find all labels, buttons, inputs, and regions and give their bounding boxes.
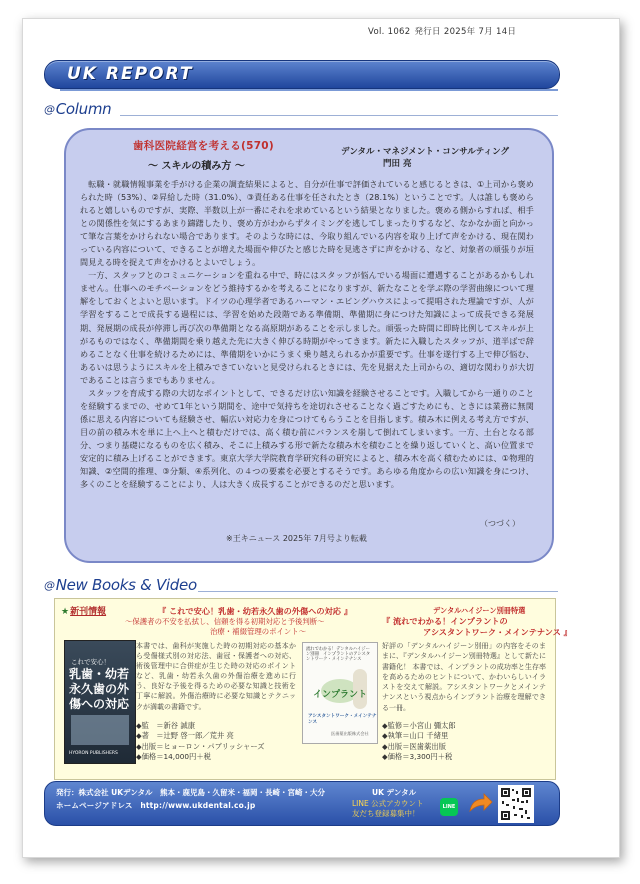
book2-author: ◆監修＝小宮山 彌太郎 [382, 721, 456, 730]
book2-editor: ◆執筆＝山口 千緒里 [382, 731, 449, 741]
book1-subtitle-2: 治療・補綴管理のポイント〜 [210, 627, 307, 636]
column-author-org: デンタル・マネジメント・コンサルティング [341, 147, 509, 157]
column-paragraph: スタッフを育成する際の大切なポイントとして、できるだけ広い知識を経験させることです。入職してから一通りのことを経験するまでの、せめて1年という期間を、途中で気持ちを途切れさせることなく過ごすためにも、ときには業務に無関係に思える内容についても経験させ、幅広い対応力を身につけてもらうことを目指します。積み木に例える考え方ですが、目の前の積み木を単に上へ上へと積むだけでは、高く積む前にバランスを崩して倒れてしまいます。一方、土台となる部分、つまり基礎になるものを広く積み、そこに上積みする形で新たな積み木を積むことを繰り返していくと、高い位置まで安定的に積み上げることができます。東京大学大学院教育学研究科の研究によると、積み木を高く積むためには、①物理的知識、②空間的推理、③分類、④系列化、の４つの要素を必要とするそうです。あらゆる角度からの広い知識を身につけ、多くのことを経験することにより、人は大きく成長することができるのだと思います。 [80, 387, 534, 490]
footer-line-recruit: 友だち登録募集中！ [352, 809, 420, 818]
book1-author: ◆監 ＝新谷 誠康 [136, 721, 196, 730]
book2-price: ◆価格＝3,300円＋税 [382, 751, 453, 761]
column-section-title: Column [55, 100, 112, 118]
column-subtitle: 〜 スキルの積み方 〜 [148, 161, 245, 172]
column-paragraph: 一方、スタッフとのコミュニケーションを重ねる中で、時にはスタッフが悩んでいる場面に遭遇することがあるかもしれません。仕事へのモチベーションをどう維持するかを考えることになりますが、新たなことを学ぶ際の学習曲線について理解をしておくとよいと思います。ドイツの心理学者であるハーマン・エビングハウスによって提唱された理論ですが、人が学習をすることで成長する過程には、学習を始めた段階である準備期、準備期に身につけた知識によって成長できる発展期、発展期の成長が停滞し再び次の準備期となる高原期があることを示しました。頑張った時間に即時比例してスキルが上がるものではなく、準備期間を乗り越えた先に大きく伸びる時期がやってきます。新たに入職したスタッフが、道半ばで辞めることなく仕事を続けるためには、準備期をいかにうまく乗り越えられるかが重要です。仕事を遂行する上で伸び悩む、あるいは思うようにスキルを上積みできていないと見受けられるときには、先を見据えた上司からの、適切な関わりが大切であることは言うまでもありません。 [80, 270, 534, 385]
book1-info [136, 721, 265, 762]
book1-cover-photo [71, 715, 129, 745]
footer-company: 発行：株式会社 UKデンタル 熊本・鹿児島・久留米・福岡・長崎・宮崎・大分 [56, 788, 326, 797]
report-banner [44, 60, 560, 89]
books-section-line [198, 591, 558, 592]
book2-series: デンタルハイジーン別冊特選 [433, 606, 526, 615]
books-section-title: New Books & Video [55, 576, 197, 594]
at-icon: @ [44, 579, 55, 592]
column-continued: （つづく） [480, 519, 520, 528]
new-books-label-text: 新刊情報 [70, 607, 107, 617]
banner-underline [60, 89, 558, 91]
line-icon[interactable]: LINE [440, 798, 458, 816]
column-section-heading [44, 100, 111, 118]
book1-cover [64, 640, 136, 764]
issue-date: 発行日 2025年 7月 14日 [414, 27, 517, 37]
book2-publisher: ◆出版＝医歯薬出版 [382, 741, 446, 751]
book2-description: 好評の「デンタルハイジーン別冊」の内容をそのままに、『デンタルハイジーン別冊特選』として新たに書籍化！ 本書では、インプラントの成功率と生存率を高めるためのヒントについて、かわいらしいイラストを交えて解説。アシスタントワークとメインテナンスという視点からインプラント治療を理解できる一冊。 [382, 642, 546, 712]
book1-subtitle: 〜保護者の不安を払拭し、信頼を得る初期対応と予後判断〜 [125, 617, 325, 626]
issue-info [368, 25, 516, 37]
column-body [80, 178, 534, 491]
book2-title-2: アシスタントワーク・メインテナンス 』 [423, 627, 572, 637]
column-series-title: 歯科医院経営を考える(570) [133, 140, 275, 152]
qr-code-icon[interactable] [498, 785, 534, 823]
vol-number: Vol. 1062 [368, 27, 411, 37]
book1-title: 『 これで安心！乳歯・幼若永久歯の外傷への対応 』 [158, 606, 353, 616]
column-source: ※王キニュース 2025年 7月号より転載 [226, 534, 367, 543]
book2-info [382, 721, 456, 762]
column-section-line [120, 115, 558, 116]
new-books-label [61, 604, 106, 617]
star-icon: ★ [61, 607, 70, 617]
footer-line-title: UK デンタル [372, 788, 417, 797]
column-paragraph: 転職・就職情報事業を手がける企業の調査結果によると、自分が仕事で評価されていると感じるときは、①上司から褒められた時（53%）、②昇給した時（31.0%）、③責任ある仕事を任されたとき（28.1%）ということです。人は誰しも褒められると嬉しいものですが、実際、半数以上が一番にそれを求めているという結果となりました。褒める側からすれば、相手との関係性を気にするあまり躊躇したり、褒め方がわからずタイミングを逃してしまったりするなど、なかなか面と向かって筆な言葉をかけられない場合であります。そのような時には、今取り組んでいる内容を取り上げて声をかける、現在関わっている内容について、できることが増えた場面や伸びたと感じた時を見逃さずに声をかける、など、対象者の頑張りが垣間見える時を捉えて声をかけるとよいでしょう。 [80, 179, 534, 268]
book2-cover-publisher: 医歯薬出版株式会社 [331, 731, 369, 736]
at-icon: @ [44, 103, 55, 116]
book1-cover-title: 乳歯・幼若永久歯の外傷への対応 [69, 667, 130, 711]
book2-cover-subtitle: アシスタントワーク・メインテナンス [308, 714, 377, 725]
footer-website[interactable]: ホームページアドレス http://www.ukdental.co.jp [56, 801, 256, 810]
book2-cover [302, 642, 378, 744]
book2-cover-header: 流れでわかる！デンタルハイジーン別冊 インプラントのアシスタントワーク・メインテナンス [306, 647, 371, 662]
footer-line-account: LINE 公式アカウント [352, 799, 424, 808]
books-section-heading [44, 576, 197, 594]
book1-price: ◆価格＝14,000円＋税 [136, 751, 211, 761]
book1-cover-small: これで安心！ [71, 658, 110, 666]
book1-editor: ◆著 ＝辻野 啓一郎／荒井 亮 [136, 731, 234, 741]
banner-title: UK REPORT [67, 64, 194, 84]
book1-publisher: ◆出版＝ヒョーロン・パブリッシャーズ [136, 741, 265, 751]
book1-cover-publisher: HYORON PUBLISHERS [69, 751, 118, 756]
book2-cover-title: インプラント [313, 690, 368, 700]
column-author-name: 門田 亮 [383, 159, 412, 169]
book2-title: 『 流れでわかる！インプラントの [382, 616, 508, 626]
book1-description: 本書では、歯科が実施した時の初期対応の基本から受傷様式別の対応法、歯冠・保護者への対応、術後管理中に合併症が生じた時の対応のポイントなど、乳歯・幼若永久歯の外傷治療を進めに行う、良好な予後を得るための必要な知識と技術を丁寧に解説。外傷治療時に必要な知識とテクニックが満載の書籍です。 [136, 642, 296, 711]
arrow-icon [466, 791, 494, 819]
